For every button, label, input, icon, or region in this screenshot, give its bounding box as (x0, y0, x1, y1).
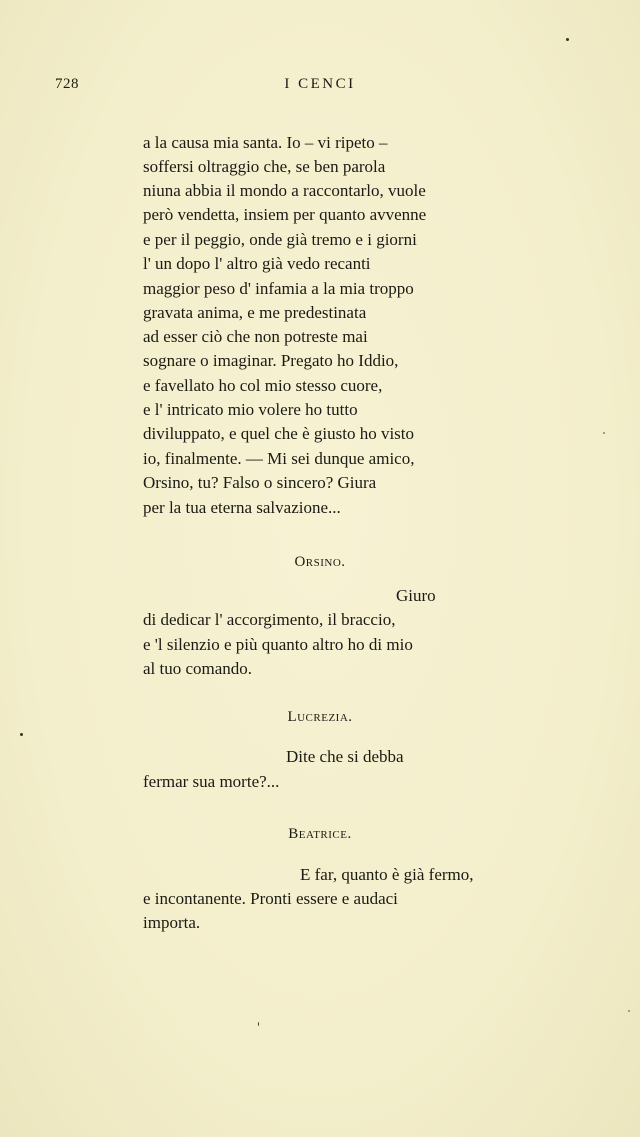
verse-line: per la tua eterna salvazione... (143, 498, 341, 517)
verse-line: importa. (143, 913, 201, 932)
verse-line: sognare o imaginar. Pregato ho Iddio, (143, 351, 399, 370)
verse-line: e favellato ho col mio stesso cuore, (143, 376, 383, 395)
paper-speck (628, 1010, 630, 1012)
paper-speck (566, 38, 569, 41)
verse-line: e 'l silenzio e più quanto altro ho di mio (143, 635, 413, 654)
verse-line: Orsino, tu? Falso o sincero? Giura (143, 473, 377, 492)
speaker-lucrezia: Lucrezia. (287, 709, 353, 725)
verse-line: niuna abbia il mondo a raccontarlo, vuole (143, 181, 426, 200)
verse-line: e incontanente. Pronti essere e audaci (143, 889, 398, 908)
verse-line: gravata anima, e me predestinata (143, 303, 367, 322)
paper-speck (258, 1022, 259, 1026)
verse-line: io, finalmente. — Mi sei dunque amico, (143, 449, 415, 468)
verse-line: l' un dopo l' altro già vedo recanti (143, 254, 371, 273)
verse-line-half: Dite che si debba (286, 747, 404, 766)
verse-line-half: E far, quanto è già fermo, (300, 865, 474, 884)
speaker-beatrice: Beatrice. (288, 826, 352, 842)
speaker-orsino: Orsino. (294, 554, 346, 570)
paper-speck (20, 733, 23, 736)
verse-line: di dedicar l' accorgimento, il braccio, (143, 610, 396, 629)
verse-line: al tuo comando. (143, 659, 253, 678)
verse-line: però vendetta, insiem per quanto avvenne (143, 205, 427, 224)
verse-line: e per il peggio, onde già tremo e i giorni (143, 230, 417, 249)
verse-line: a la causa mia santa. Io – vi ripeto – (143, 133, 388, 152)
running-head-title: I CENCI (284, 76, 356, 92)
verse-line-half: Giuro (396, 586, 436, 605)
verse-line: ad esser ciò che non potreste mai (143, 327, 368, 346)
verse-line: diviluppato, e quel che è giusto ho visto (143, 424, 415, 443)
paper-speck (603, 432, 605, 434)
verse-line: e l' intricato mio volere ho tutto (143, 400, 358, 419)
verse-line: maggior peso d' infamia a la mia troppo (143, 279, 414, 298)
verse-line: fermar sua morte?... (143, 772, 280, 791)
page-number: 728 (55, 76, 79, 92)
verse-line: soffersi oltraggio che, se ben parola (143, 157, 386, 176)
